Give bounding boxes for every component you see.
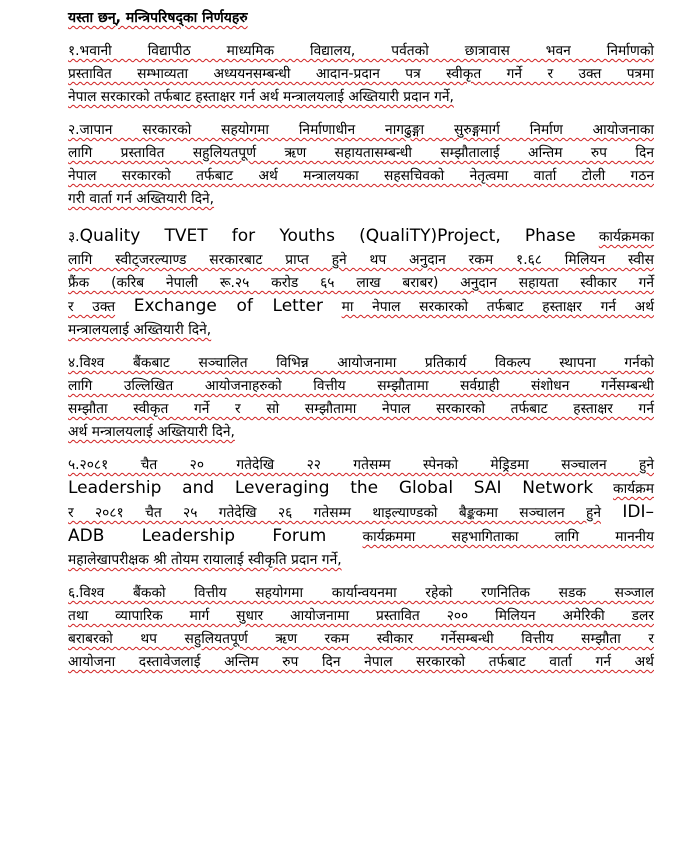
item-2-line-2: लागि प्रस्तावित सहुलियतपूर्ण ऋण सहायतासम्बन्धी सम्झौतालाई अन्तिम रुप दिन (68, 145, 654, 161)
item-5-line-3 (68, 501, 654, 525)
item-1-line-3: नेपाल सरकारको तर्फबाट हस्ताक्षर गर्न अर्थ मन्त्रालयलाई अख्तियारी प्रदान गर्ने, (68, 89, 454, 105)
decision-item-5 (68, 454, 654, 572)
item-5-line-4 (68, 525, 654, 549)
item-5-line-2-tail: कार्यक्रम (612, 481, 654, 497)
page-heading (68, 8, 654, 28)
item-6-line-4: आयोजना दस्तावेजलाई अन्तिम रुप दिन नेपाल सरकारको तर्फबाट वार्ता गर्न अर्थ (68, 654, 654, 670)
item-3-line-4 (68, 295, 654, 319)
item-1-line-1: १.भवानी विद्यापीठ माध्यमिक विद्यालय, पर्वतको छात्रावास भवन निर्माणको (68, 43, 654, 59)
item-5-line-5: महालेखापरीक्षक श्री तोयम रायालाई स्वीकृति प्रदान गर्ने, (68, 552, 342, 568)
decision-item-6 (68, 582, 654, 674)
item-3-line-4-head: र उक्त (68, 299, 116, 315)
item-3-program-name: Quality TVET for Youths (QualiTY)Project, Phase (79, 226, 576, 246)
item-5-idi-prefix: IDI– (622, 502, 654, 522)
item-3-line-2: लागि स्वीट्जरल्याण्ड सरकारबाट प्राप्त हुने थप अनुदान रकम १.६८ मिलियन स्वीस (68, 252, 654, 268)
heading-text: यस्ता छन्, मन्त्रिपरिषद्का निर्णयहरु (68, 10, 248, 26)
item-4-line-4: अर्थ मन्त्रालयलाई अख्तियारी दिने, (68, 424, 235, 440)
item-5-line-2 (68, 477, 654, 501)
item-5-line-3-text: र २०८१ चैत २५ गतेदेखि २६ गतेसम्म थाइल्याण्डको बैङ्ककमा सञ्चालन हुने (68, 505, 601, 521)
decision-item-3 (68, 225, 654, 342)
item-3-line-5: मन्त्रालयलाई अख्तियारी दिने, (68, 322, 212, 338)
decision-item-2 (68, 119, 654, 211)
item-4-line-1: ४.विश्व बैंकबाट सञ्चालित विभिन्न आयोजनामा प्रतिकार्य विकल्प स्थापना गर्नको (68, 355, 654, 371)
item-4-line-3: सम्झौता स्वीकृत गर्ने र सो सम्झौतामा नेपाल सरकारको तर्फबाट हस्ताक्षर गर्न (68, 401, 654, 417)
item-1-line-2: प्रस्तावित सम्भाव्यता अध्ययनसम्बन्धी आदान-प्रदान पत्र स्वीकृत गर्ने र उक्त पत्रमा (68, 66, 654, 82)
item-3-exchange-of-letter: Exchange of Letter (133, 296, 323, 316)
item-3-line-1-tail: कार्यक्रमका (598, 229, 654, 245)
item-6-line-2: तथा व्यापारिक मार्ग सुधार आयोजनामा प्रस्तावित २०० मिलियन अमेरिकी डलर (68, 608, 654, 624)
decision-item-1 (68, 40, 654, 109)
item-3-number: ३. (68, 229, 80, 245)
item-6-line-3: बराबरको थप सहुलियतपूर्ण ऋण रकम स्वीकार गर्नेसम्बन्धी वित्तीय सम्झौता र (68, 631, 654, 647)
item-2-line-1: २.जापान सरकारको सहयोगमा निर्माणाधीन नागढुङ्गा सुरुङ्गमार्ग निर्माण आयोजनाका (68, 122, 654, 138)
item-3-line-4-tail: मा नेपाल सरकारको तर्फबाट हस्ताक्षर गर्न अर्थ (341, 299, 655, 315)
decision-item-4 (68, 352, 654, 444)
item-5-forum-name: ADB Leadership Forum (68, 526, 327, 546)
item-2-line-3: नेपाल सरकारको तर्फबाट अर्थ मन्त्रालयका सहसचिवको नेतृत्वमा वार्ता टोली गठन (68, 168, 654, 184)
item-6-line-1: ६.विश्व बैंकको वित्तीय सहयोगमा कार्यान्वयनमा रहेको रणनितिक सडक सञ्जाल (68, 585, 654, 601)
item-3-line-3: फ्रैंक (करिब नेपाली रू.२५ करोड ६५ लाख बराबर) अनुदान सहायता स्वीकार गर्ने (68, 275, 654, 291)
item-4-line-2: लागि उल्लिखित आयोजनाहरुको वित्तीय सम्झौतामा सर्वग्राही संशोधन गर्नेसम्बन्धी (68, 378, 654, 394)
item-5-line-1: ५.२०८१ चैत २० गतेदेखि २२ गतेसम्म स्पेनको मेड्रिडमा सञ्चालन हुने (68, 457, 654, 473)
item-5-program-name: Leadership and Leveraging the Global SAI Network (68, 478, 594, 498)
item-5-line-4-tail: कार्यक्रममा सहभागिताका लागि माननीय (362, 529, 654, 545)
item-3-line-1 (68, 225, 654, 249)
item-2-line-4: गरी वार्ता गर्न अख्तियारी दिने, (68, 191, 215, 207)
